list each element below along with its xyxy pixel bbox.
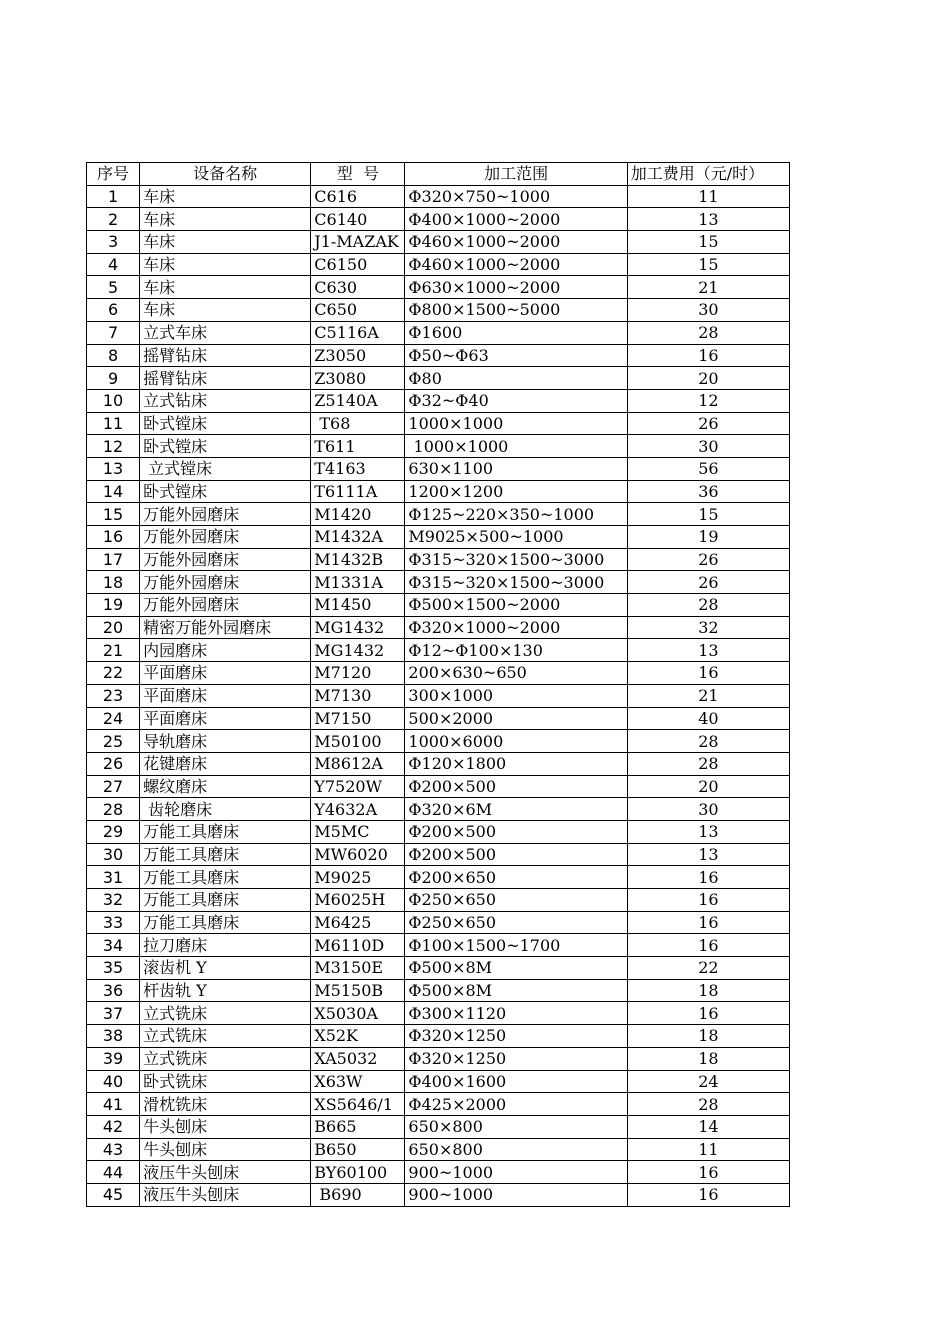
model: C616 xyxy=(311,185,405,208)
row-index: 37 xyxy=(87,1002,140,1025)
equipment-name: 立式铣床 xyxy=(140,1002,311,1025)
processing-fee: 16 xyxy=(627,1183,789,1206)
model: T611 xyxy=(311,435,405,458)
model: X63W xyxy=(311,1070,405,1093)
table-row xyxy=(87,1002,790,1025)
row-index: 24 xyxy=(87,707,140,730)
processing-fee: 16 xyxy=(627,344,789,367)
processing-fee: 13 xyxy=(627,639,789,662)
row-index: 6 xyxy=(87,299,140,322)
row-index: 10 xyxy=(87,389,140,412)
processing-fee: 18 xyxy=(627,979,789,1002)
table-row xyxy=(87,707,790,730)
row-index: 4 xyxy=(87,253,140,276)
table-row xyxy=(87,979,790,1002)
equipment-name: 万能外园磨床 xyxy=(140,548,311,571)
model: J1-MAZAK xyxy=(311,231,405,254)
table-row xyxy=(87,299,790,322)
row-index: 3 xyxy=(87,231,140,254)
processing-range: Φ200×500 xyxy=(405,775,627,798)
table-row xyxy=(87,730,790,753)
processing-fee: 21 xyxy=(627,276,789,299)
processing-fee: 28 xyxy=(627,752,789,775)
model: T4163 xyxy=(311,457,405,480)
model: M1432B xyxy=(311,548,405,571)
processing-fee: 20 xyxy=(627,367,789,390)
model: MG1432 xyxy=(311,639,405,662)
row-index: 19 xyxy=(87,594,140,617)
model: Y4632A xyxy=(311,798,405,821)
model: B690 xyxy=(311,1183,405,1206)
row-index: 29 xyxy=(87,820,140,843)
model: X52K xyxy=(311,1025,405,1048)
equipment-name: 滚齿机 Y xyxy=(140,957,311,980)
processing-range: 1000×6000 xyxy=(405,730,627,753)
table-row xyxy=(87,457,790,480)
row-index: 25 xyxy=(87,730,140,753)
processing-range: Φ400×1000~2000 xyxy=(405,208,627,231)
equipment-name: 拉刀磨床 xyxy=(140,934,311,957)
processing-fee: 28 xyxy=(627,730,789,753)
processing-range: 500×2000 xyxy=(405,707,627,730)
equipment-name: 立式铣床 xyxy=(140,1047,311,1070)
equipment-name: 内园磨床 xyxy=(140,639,311,662)
model: M6025H xyxy=(311,889,405,912)
model: Z3050 xyxy=(311,344,405,367)
header-processing-fee: 加工费用（元/时） xyxy=(627,163,789,186)
equipment-name: 导轨磨床 xyxy=(140,730,311,753)
table-row xyxy=(87,480,790,503)
table-row xyxy=(87,889,790,912)
model: M5150B xyxy=(311,979,405,1002)
table-row xyxy=(87,526,790,549)
processing-fee: 13 xyxy=(627,843,789,866)
processing-fee: 26 xyxy=(627,412,789,435)
table-row xyxy=(87,1070,790,1093)
table-row xyxy=(87,752,790,775)
header-row xyxy=(87,163,790,186)
table-row xyxy=(87,934,790,957)
processing-range: Φ120×1800 xyxy=(405,752,627,775)
processing-range: 900~1000 xyxy=(405,1161,627,1184)
processing-range: Φ125~220×350~1000 xyxy=(405,503,627,526)
equipment-name: 平面磨床 xyxy=(140,684,311,707)
row-index: 39 xyxy=(87,1047,140,1070)
table-row xyxy=(87,820,790,843)
table-row xyxy=(87,843,790,866)
processing-fee: 24 xyxy=(627,1070,789,1093)
processing-fee: 28 xyxy=(627,1093,789,1116)
table-row xyxy=(87,1047,790,1070)
processing-fee: 56 xyxy=(627,457,789,480)
processing-range: Φ425×2000 xyxy=(405,1093,627,1116)
row-index: 41 xyxy=(87,1093,140,1116)
table-row xyxy=(87,435,790,458)
processing-fee: 15 xyxy=(627,253,789,276)
processing-range: 300×1000 xyxy=(405,684,627,707)
row-index: 42 xyxy=(87,1115,140,1138)
equipment-name: 立式车床 xyxy=(140,321,311,344)
equipment-name: 万能工具磨床 xyxy=(140,866,311,889)
model: MG1432 xyxy=(311,616,405,639)
processing-fee: 40 xyxy=(627,707,789,730)
table-row xyxy=(87,594,790,617)
model: M1450 xyxy=(311,594,405,617)
header-model: 型 号 xyxy=(311,163,405,186)
model: X5030A xyxy=(311,1002,405,1025)
row-index: 45 xyxy=(87,1183,140,1206)
processing-range: M9025×500~1000 xyxy=(405,526,627,549)
row-index: 8 xyxy=(87,344,140,367)
header-processing-range: 加工范围 xyxy=(405,163,627,186)
table-row xyxy=(87,1115,790,1138)
row-index: 33 xyxy=(87,911,140,934)
processing-range: 630×1100 xyxy=(405,457,627,480)
table-row xyxy=(87,1183,790,1206)
processing-range: Φ250×650 xyxy=(405,889,627,912)
equipment-fee-table xyxy=(86,162,790,1207)
processing-fee: 13 xyxy=(627,820,789,843)
equipment-name: 万能外园磨床 xyxy=(140,503,311,526)
table-row xyxy=(87,208,790,231)
equipment-name: 摇臂钻床 xyxy=(140,367,311,390)
row-index: 2 xyxy=(87,208,140,231)
row-index: 12 xyxy=(87,435,140,458)
model: XA5032 xyxy=(311,1047,405,1070)
equipment-name: 牛头刨床 xyxy=(140,1138,311,1161)
model: B650 xyxy=(311,1138,405,1161)
processing-fee: 16 xyxy=(627,934,789,957)
processing-fee: 16 xyxy=(627,889,789,912)
equipment-name: 万能外园磨床 xyxy=(140,594,311,617)
table-row xyxy=(87,1138,790,1161)
table-row xyxy=(87,957,790,980)
equipment-name: 车床 xyxy=(140,253,311,276)
model: B665 xyxy=(311,1115,405,1138)
processing-range: 1000×1000 xyxy=(405,412,627,435)
equipment-name: 万能外园磨床 xyxy=(140,571,311,594)
model: C630 xyxy=(311,276,405,299)
processing-fee: 30 xyxy=(627,798,789,821)
table-row xyxy=(87,185,790,208)
model: M7150 xyxy=(311,707,405,730)
table-row xyxy=(87,321,790,344)
processing-range: Φ315~320×1500~3000 xyxy=(405,548,627,571)
processing-fee: 13 xyxy=(627,208,789,231)
table-row xyxy=(87,571,790,594)
processing-range: 650×800 xyxy=(405,1115,627,1138)
row-index: 23 xyxy=(87,684,140,707)
table-row xyxy=(87,866,790,889)
processing-range: Φ400×1600 xyxy=(405,1070,627,1093)
processing-range: Φ12~Φ100×130 xyxy=(405,639,627,662)
row-index: 5 xyxy=(87,276,140,299)
processing-fee: 14 xyxy=(627,1115,789,1138)
equipment-name: 车床 xyxy=(140,231,311,254)
table-row xyxy=(87,1161,790,1184)
processing-range: Φ500×8M xyxy=(405,957,627,980)
row-index: 31 xyxy=(87,866,140,889)
model: M50100 xyxy=(311,730,405,753)
processing-range: Φ50~Φ63 xyxy=(405,344,627,367)
model: MW6020 xyxy=(311,843,405,866)
table-row xyxy=(87,684,790,707)
processing-fee: 16 xyxy=(627,1161,789,1184)
table-row xyxy=(87,253,790,276)
processing-fee: 11 xyxy=(627,185,789,208)
equipment-name: 立式铣床 xyxy=(140,1025,311,1048)
equipment-name: 螺纹磨床 xyxy=(140,775,311,798)
table-row xyxy=(87,344,790,367)
table-row xyxy=(87,798,790,821)
model: XS5646/1 xyxy=(311,1093,405,1116)
processing-fee: 18 xyxy=(627,1047,789,1070)
equipment-name: 杆齿轨 Y xyxy=(140,979,311,1002)
processing-range: 1200×1200 xyxy=(405,480,627,503)
model: Z5140A xyxy=(311,389,405,412)
processing-fee: 19 xyxy=(627,526,789,549)
table-row xyxy=(87,389,790,412)
processing-range: Φ250×650 xyxy=(405,911,627,934)
processing-range: Φ500×8M xyxy=(405,979,627,1002)
header-equipment-name: 设备名称 xyxy=(140,163,311,186)
processing-range: Φ320×1250 xyxy=(405,1025,627,1048)
processing-range: Φ80 xyxy=(405,367,627,390)
table-row xyxy=(87,775,790,798)
row-index: 36 xyxy=(87,979,140,1002)
equipment-name: 牛头刨床 xyxy=(140,1115,311,1138)
model: Z3080 xyxy=(311,367,405,390)
processing-fee: 12 xyxy=(627,389,789,412)
model: M6110D xyxy=(311,934,405,957)
row-index: 38 xyxy=(87,1025,140,1048)
equipment-name: 车床 xyxy=(140,276,311,299)
processing-range: Φ200×500 xyxy=(405,843,627,866)
processing-range: 650×800 xyxy=(405,1138,627,1161)
processing-fee: 36 xyxy=(627,480,789,503)
table-row xyxy=(87,1025,790,1048)
processing-range: Φ315~320×1500~3000 xyxy=(405,571,627,594)
equipment-name: 花键磨床 xyxy=(140,752,311,775)
row-index: 27 xyxy=(87,775,140,798)
model: M3150E xyxy=(311,957,405,980)
model: M6425 xyxy=(311,911,405,934)
table-row xyxy=(87,503,790,526)
row-index: 21 xyxy=(87,639,140,662)
processing-range: Φ200×500 xyxy=(405,820,627,843)
processing-range: Φ100×1500~1700 xyxy=(405,934,627,957)
processing-fee: 16 xyxy=(627,866,789,889)
row-index: 7 xyxy=(87,321,140,344)
processing-fee: 20 xyxy=(627,775,789,798)
model: M9025 xyxy=(311,866,405,889)
equipment-name: 车床 xyxy=(140,299,311,322)
row-index: 28 xyxy=(87,798,140,821)
model: Y7520W xyxy=(311,775,405,798)
model: M7120 xyxy=(311,662,405,685)
processing-fee: 26 xyxy=(627,571,789,594)
model: M1420 xyxy=(311,503,405,526)
row-index: 40 xyxy=(87,1070,140,1093)
row-index: 26 xyxy=(87,752,140,775)
model: M1331A xyxy=(311,571,405,594)
equipment-name: 卧式镗床 xyxy=(140,412,311,435)
equipment-name: 齿轮磨床 xyxy=(140,798,311,821)
row-index: 44 xyxy=(87,1161,140,1184)
table-row xyxy=(87,662,790,685)
row-index: 32 xyxy=(87,889,140,912)
header-index: 序号 xyxy=(87,163,140,186)
row-index: 30 xyxy=(87,843,140,866)
row-index: 14 xyxy=(87,480,140,503)
table-row xyxy=(87,639,790,662)
row-index: 20 xyxy=(87,616,140,639)
model: T68 xyxy=(311,412,405,435)
row-index: 15 xyxy=(87,503,140,526)
processing-fee: 32 xyxy=(627,616,789,639)
equipment-name: 摇臂钻床 xyxy=(140,344,311,367)
model: T6111A xyxy=(311,480,405,503)
processing-fee: 18 xyxy=(627,1025,789,1048)
equipment-name: 万能工具磨床 xyxy=(140,911,311,934)
table-row xyxy=(87,231,790,254)
equipment-name: 卧式镗床 xyxy=(140,435,311,458)
processing-range: Φ300×1120 xyxy=(405,1002,627,1025)
processing-range: Φ320×1250 xyxy=(405,1047,627,1070)
row-index: 22 xyxy=(87,662,140,685)
equipment-name: 液压牛头刨床 xyxy=(140,1161,311,1184)
table-row xyxy=(87,367,790,390)
row-index: 18 xyxy=(87,571,140,594)
model: M8612A xyxy=(311,752,405,775)
processing-fee: 30 xyxy=(627,299,789,322)
equipment-name: 车床 xyxy=(140,208,311,231)
processing-range: Φ1600 xyxy=(405,321,627,344)
table-row xyxy=(87,548,790,571)
row-index: 16 xyxy=(87,526,140,549)
processing-range: Φ32~Φ40 xyxy=(405,389,627,412)
processing-range: Φ320×1000~2000 xyxy=(405,616,627,639)
processing-fee: 21 xyxy=(627,684,789,707)
table-row xyxy=(87,616,790,639)
processing-fee: 22 xyxy=(627,957,789,980)
row-index: 43 xyxy=(87,1138,140,1161)
equipment-name: 万能工具磨床 xyxy=(140,820,311,843)
equipment-name: 液压牛头刨床 xyxy=(140,1183,311,1206)
processing-range: 900~1000 xyxy=(405,1183,627,1206)
equipment-name: 卧式镗床 xyxy=(140,480,311,503)
equipment-name: 平面磨床 xyxy=(140,707,311,730)
table-row xyxy=(87,911,790,934)
processing-range: Φ320×750~1000 xyxy=(405,185,627,208)
processing-range: Φ800×1500~5000 xyxy=(405,299,627,322)
table-row xyxy=(87,276,790,299)
model: BY60100 xyxy=(311,1161,405,1184)
processing-fee: 15 xyxy=(627,231,789,254)
equipment-name: 立式钻床 xyxy=(140,389,311,412)
model: C5116A xyxy=(311,321,405,344)
equipment-name: 精密万能外园磨床 xyxy=(140,616,311,639)
row-index: 34 xyxy=(87,934,140,957)
processing-range: 200×630~650 xyxy=(405,662,627,685)
model: M7130 xyxy=(311,684,405,707)
row-index: 35 xyxy=(87,957,140,980)
processing-fee: 30 xyxy=(627,435,789,458)
processing-range: Φ200×650 xyxy=(405,866,627,889)
model: M5MC xyxy=(311,820,405,843)
row-index: 1 xyxy=(87,185,140,208)
equipment-name: 滑枕铣床 xyxy=(140,1093,311,1116)
table-row xyxy=(87,412,790,435)
processing-fee: 16 xyxy=(627,1002,789,1025)
equipment-name: 万能工具磨床 xyxy=(140,843,311,866)
equipment-name: 万能工具磨床 xyxy=(140,889,311,912)
equipment-name: 车床 xyxy=(140,185,311,208)
model: C650 xyxy=(311,299,405,322)
row-index: 11 xyxy=(87,412,140,435)
equipment-name: 卧式铣床 xyxy=(140,1070,311,1093)
processing-range: Φ460×1000~2000 xyxy=(405,253,627,276)
processing-fee: 16 xyxy=(627,911,789,934)
model: M1432A xyxy=(311,526,405,549)
row-index: 9 xyxy=(87,367,140,390)
processing-range: Φ500×1500~2000 xyxy=(405,594,627,617)
processing-fee: 11 xyxy=(627,1138,789,1161)
processing-range: 1000×1000 xyxy=(405,435,627,458)
processing-range: Φ630×1000~2000 xyxy=(405,276,627,299)
model: C6140 xyxy=(311,208,405,231)
table-row xyxy=(87,1093,790,1116)
processing-fee: 28 xyxy=(627,321,789,344)
processing-fee: 26 xyxy=(627,548,789,571)
row-index: 17 xyxy=(87,548,140,571)
processing-fee: 15 xyxy=(627,503,789,526)
processing-fee: 28 xyxy=(627,594,789,617)
processing-range: Φ460×1000~2000 xyxy=(405,231,627,254)
equipment-name: 平面磨床 xyxy=(140,662,311,685)
processing-fee: 16 xyxy=(627,662,789,685)
row-index: 13 xyxy=(87,457,140,480)
equipment-name: 万能外园磨床 xyxy=(140,526,311,549)
processing-range: Φ320×6M xyxy=(405,798,627,821)
model: C6150 xyxy=(311,253,405,276)
equipment-name: 立式镗床 xyxy=(140,457,311,480)
